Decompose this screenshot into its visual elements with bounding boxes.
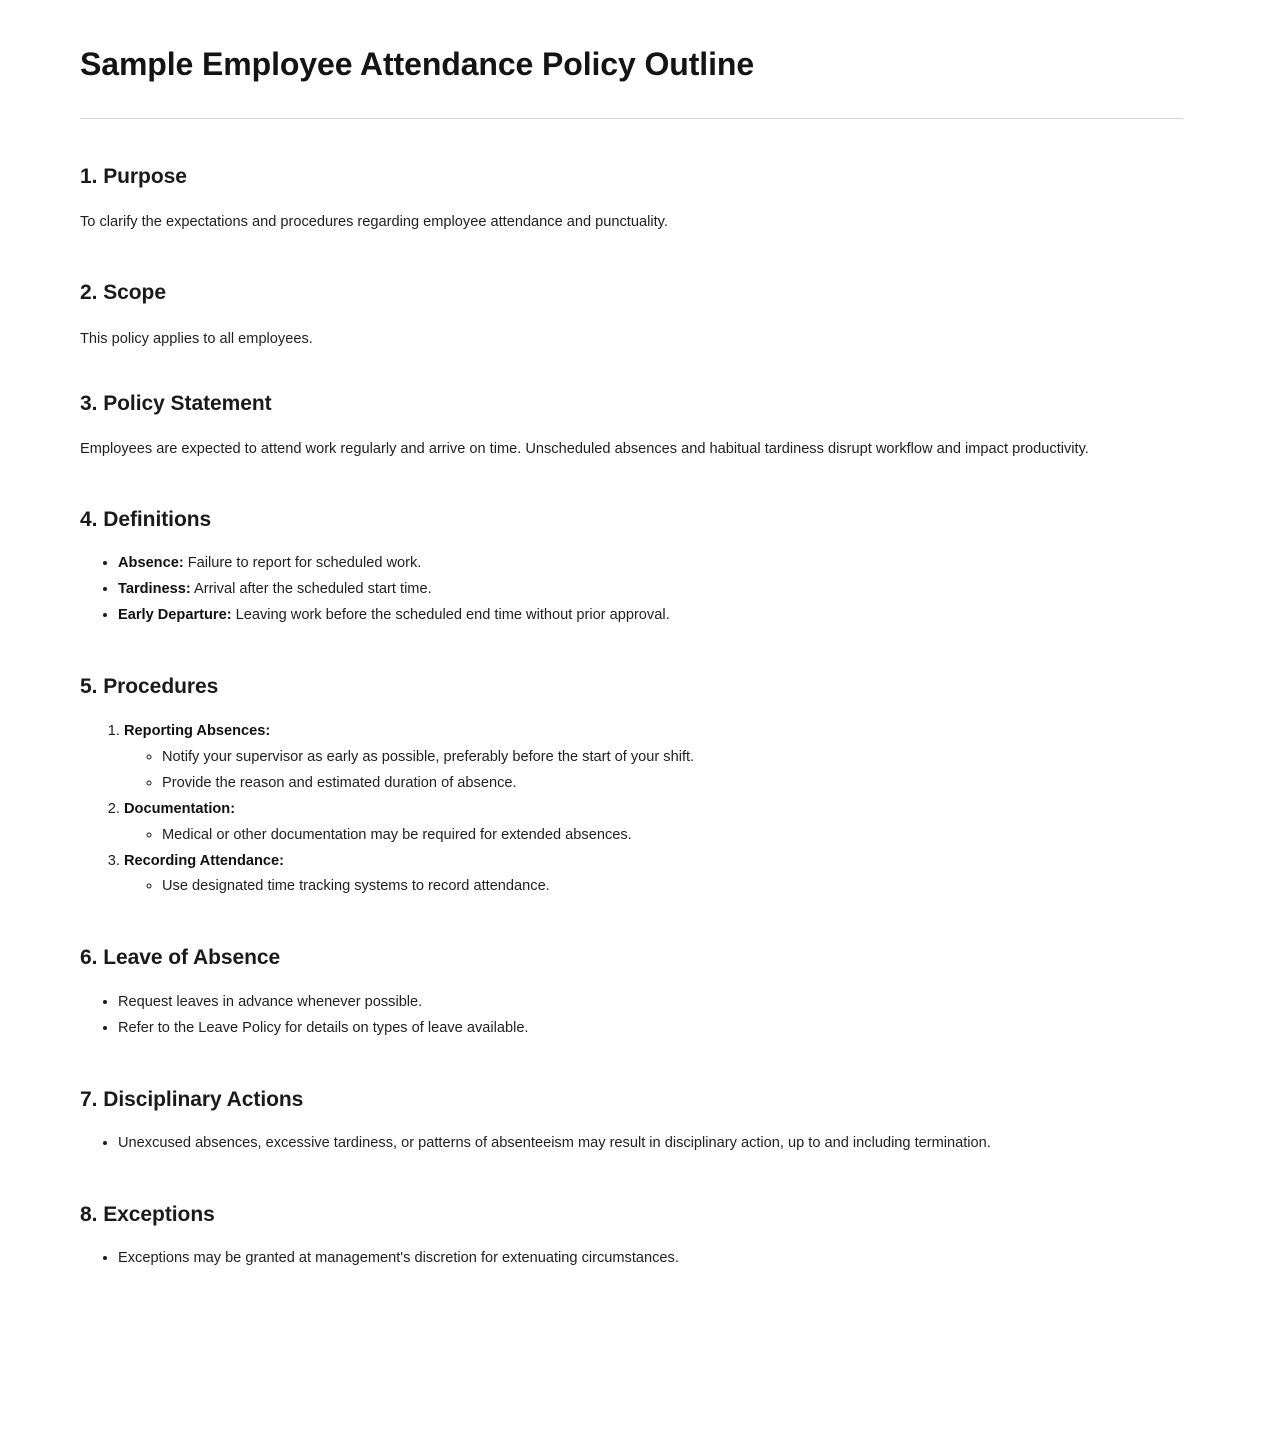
definition-term: Absence:	[118, 555, 184, 572]
section-heading-exceptions: 8. Exceptions	[80, 1202, 215, 1226]
section-body-purpose: To clarify the expectations and procedures regarding employee attendance and punctuality.	[80, 214, 668, 231]
list-item: ◦ Medical or other documentation may be required for extended absences.	[162, 823, 1183, 849]
procedures-list	[80, 719, 1183, 901]
section-body-scope: This policy applies to all employees.	[80, 330, 313, 347]
section-purpose	[80, 163, 1183, 235]
list-item	[118, 551, 1183, 577]
definitions-list	[80, 551, 1183, 629]
section-heading-leave-of-absence: 6. Leave of Absence	[80, 946, 281, 970]
list-item: • Unexcused absences, excessive tardiness, or patterns of absenteeism may result in disciplinary action, up to and including termination.	[118, 1131, 1183, 1157]
section-body-policy-statement: Employees are expected to attend work regularly and arrive on time. Unscheduled absences and habitual tardiness disrupt workflow and impact productivity.	[80, 441, 1089, 458]
definition-text: Arrival after the scheduled start time.	[190, 581, 432, 598]
list-item	[124, 797, 1183, 849]
list-item	[124, 719, 1183, 797]
section-exceptions	[80, 1201, 1183, 1272]
procedure-label: Documentation:	[124, 800, 236, 817]
list-item: • Refer to the Leave Policy for details on types of leave available.	[118, 1016, 1183, 1042]
section-heading-procedures: 5. Procedures	[80, 675, 219, 699]
procedure-sublist	[124, 823, 1183, 849]
definition-text: Leaving work before the scheduled end time without prior approval.	[231, 607, 670, 624]
procedure-label: Recording Attendance:	[124, 852, 285, 869]
section-heading-policy-statement: 3. Policy Statement	[80, 391, 272, 415]
list-item: ◦ Provide the reason and estimated duration of absence.	[162, 771, 1183, 797]
list-item: • Exceptions may be granted at management's discretion for extenuating circumstances.	[118, 1246, 1183, 1272]
procedure-sublist	[124, 874, 1183, 900]
list-item: ◦ Notify your supervisor as early as possible, preferably before the start of your shift.	[162, 745, 1183, 771]
section-leave-of-absence	[80, 944, 1183, 1041]
page-title: Sample Employee Attendance Policy Outline	[80, 46, 755, 82]
section-scope	[80, 279, 1183, 351]
list-item: • Request leaves in advance whenever possible.	[118, 990, 1183, 1016]
procedure-label: Reporting Absences:	[124, 722, 271, 739]
list-item: ◦ Use designated time tracking systems to record attendance.	[162, 874, 1183, 900]
section-disciplinary-actions	[80, 1086, 1183, 1157]
disciplinary-actions-list	[80, 1131, 1183, 1157]
section-heading-definitions: 4. Definitions	[80, 508, 212, 532]
section-heading-scope: 2. Scope	[80, 281, 166, 305]
procedure-sublist	[124, 745, 1183, 797]
section-policy-statement	[80, 390, 1183, 462]
list-item	[118, 577, 1183, 603]
definition-text: Failure to report for scheduled work.	[183, 555, 422, 572]
section-heading-disciplinary-actions: 7. Disciplinary Actions	[80, 1087, 304, 1111]
list-item	[118, 603, 1183, 629]
section-procedures	[80, 673, 1183, 900]
list-item	[124, 849, 1183, 901]
definition-term: Early Departure:	[118, 607, 232, 624]
definition-term: Tardiness:	[118, 581, 191, 598]
section-heading-purpose: 1. Purpose	[80, 165, 187, 188]
section-definitions	[80, 506, 1183, 629]
title-divider	[80, 118, 1183, 119]
exceptions-list	[80, 1246, 1183, 1272]
leave-of-absence-list	[80, 990, 1183, 1042]
